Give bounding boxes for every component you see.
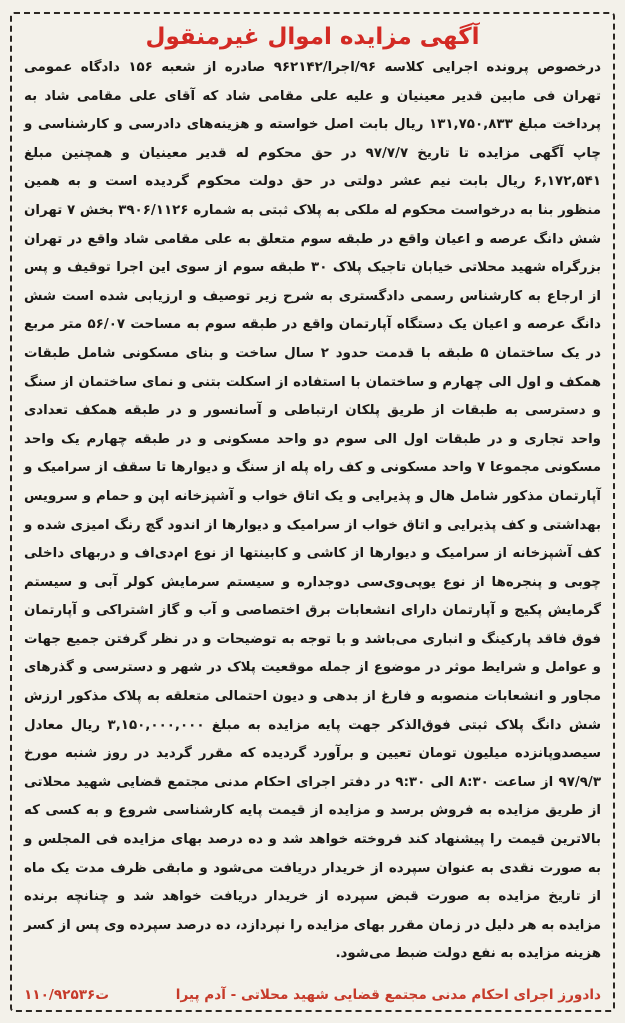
- notice-title: آگهی مزایده اموال غیرمنقول: [145, 24, 480, 50]
- page-bottom-margin: [0, 1012, 625, 1023]
- notice-frame: [10, 12, 615, 1012]
- signer-line: دادورز اجرای احکام مدنی مجتمع قضایی شهید محلاتی - آدم پیرا: [175, 987, 601, 1003]
- notice-body: درخصوص پرونده اجرایی کلاسه ۹۶/اجرا/۹۶۲۱۴۲ صادره از شعبه ۱۵۶ دادگاه عمومی تهران فی مابین قدیر معینیان و علیه علی مقامی شاد که آقای علی مقامی شاد به پرداخت مبلغ ۱۳۱,۷۵۰,۸۳۳ ریال بابت اصل خواسته و هزینه‌های دادرسی و کارشناسی و چاپ آگهی مزایده تا تاریخ ۹۷/۷/۷ در حق محکوم له قدیر معینیان و همچنین مبلغ ۶,۱۷۲,۵۴۱ ریال بابت نیم عشر دولتی در حق دولت محکوم گردیده است و به همین منظور بنا به درخواست محکوم له ملکی به پلاک ثبتی به شماره ۳۹۰۶/۱۱۲۶ بخش ۷ تهران شش دانگ عرصه و اعیان واقع در طبقه سوم متعلق به علی مقامی شاد واقع در تهران بزرگراه شهید محلاتی خیابان تاجیک پلاک ۳۰ طبقه سوم از سوی این اجرا توقیف و پس از ارجاع به کارشناس رسمی دادگستری به شرح زیر توصیف و ارزیابی شده است شش دانگ عرصه و اعیان یک دستگاه آپارتمان واقع در طبقه سوم به مساحت ۵۶/۰۷ متر مربع در یک ساختمان ۵ طبقه با قدمت حدود ۲ سال ساخت و بنای مسکونی شامل طبقات همکف و اول الی چهارم و ساختمان با استفاده از اسکلت بتنی و نمای ساختمان از سنگ و دسترسی به طبقات از طریق پلکان ارتباطی و آسانسور و در طبقه همکف تعدادی واحد تجاری و در طبقات اول الی سوم دو واحد مسکونی و در طبقه چهارم یک واحد مسکونی مجموعا ۷ واحد مسکونی و کف راه پله از سنگ و دیوارها تا سقف از سرامیک و آپارتمان مذکور شامل هال و پذیرایی و یک اتاق خواب و آشپزخانه اپن و حمام و سرویس بهداشتی و کف پذیرایی و اتاق خواب از سرامیک و دیوارها از اندود گچ رنگ امیزی شده و کف آشپزخانه از سرامیک و دیوارها از کاشی و کابینتها از نوع ام‌دی‌اف و دربهای داخلی چوبی و پنجره‌ها از نوع یوپی‌وی‌سی دوجداره و سیستم سرمایش کولر آبی و سیستم گرمایش پکیج و آپارتمان دارای انشعابات برق اختصاصی و آب و گاز اشتراکی و آپارتمان فوق فاقد پارکینگ و انباری می‌باشد و با توجه به توضیحات و در نظر گرفتن جمیع جهات و عوامل و شرایط موثر در موضوع از جمله موقعیت پلاک در شهر و دسترسی و گذرهای مجاور و انشعابات منصوبه و فارغ از بدهی و دیون احتمالی متعلقه به پلاک مذکور ارزش شش دانگ پلاک ثبتی فوق‌الذکر جهت پایه مزایده به مبلغ ۳,۱۵۰,۰۰۰,۰۰۰ ریال معادل سیصدوپانزده میلیون تومان تعیین و برآورد گردیده که مقرر گردید در روز شنبه مورخ ۹۷/۹/۳ از ساعت ۸:۳۰ الی ۹:۳۰ در دفتر اجرای احکام مدنی مجتمع قضایی شهید محلاتی از طریق مزایده به فروش برسد و مزایده از قیمت پایه کارشناسی شروع و به کسی که بالاترین قیمت را پیشنهاد کند فروخته خواهد شد و ده درصد بهای مزایده فی المجلس و به صورت نقدی به عنوان سپرده از خریدار دریافت می‌شود و مابقی ظرف مدت یک ماه از تاریخ مزایده به صورت قبض سپرده از خریدار دریافت خواهد شد و چنانچه برنده مزایده به هر دلیل در زمان مقرر بهای مزایده را نپردازد، ده درصد سپرده وی پس از کسر هزینه مزایده به نفع دولت ضبط می‌شود.: [24, 60, 602, 962]
- notice-code: ۱۱۰/۹۲۵۳۶ت: [24, 987, 110, 1003]
- notice-footer: [24, 982, 601, 1008]
